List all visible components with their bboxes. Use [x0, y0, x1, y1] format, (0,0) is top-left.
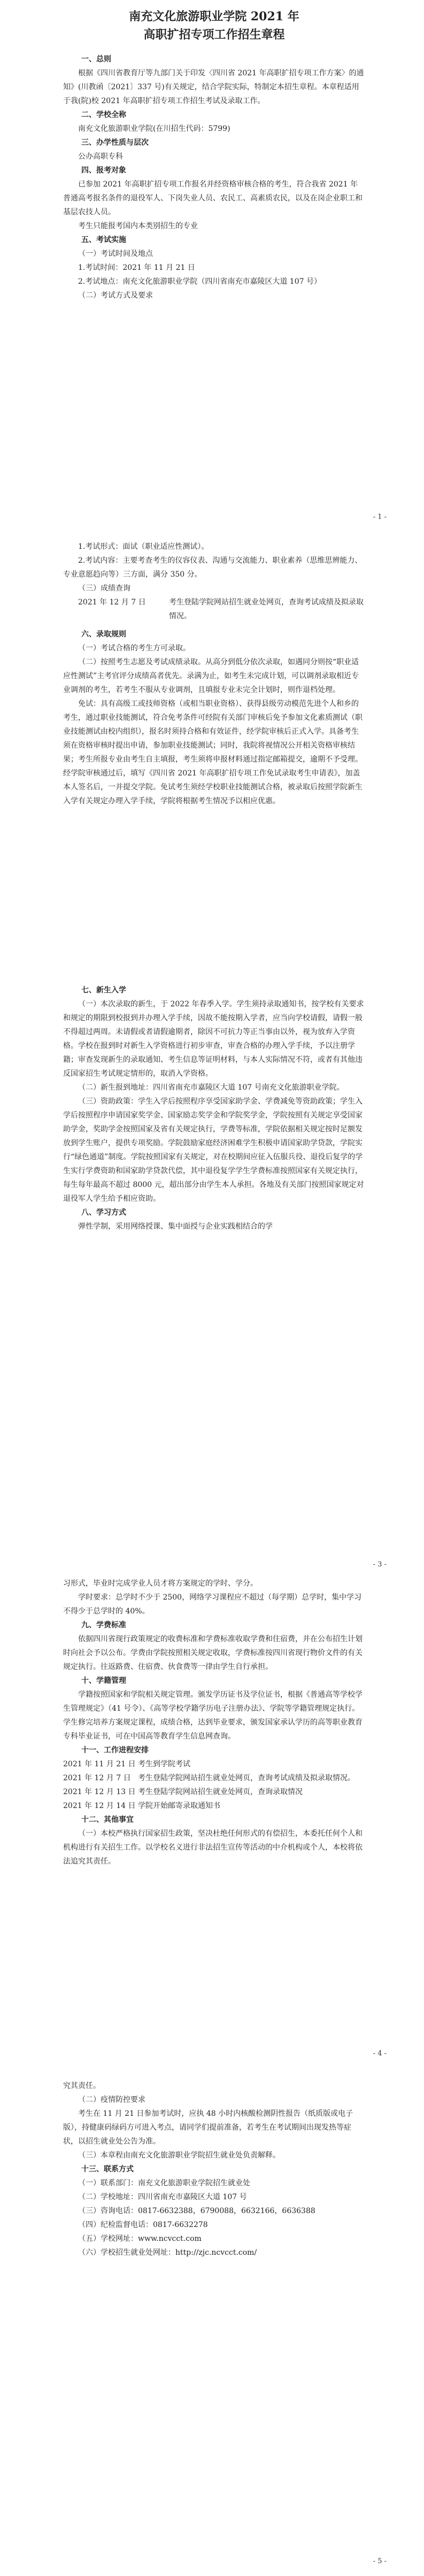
paragraph: （一）本次录取的新生，于 2022 年春季入学。学生须持录取通知书，按学校有关要求和规定的期限到校报到并办理入学手续，因故不能按期入学者，应当向学校请假，请假一般不得超过两周。未请假或者请假逾期者，除因不可抗力等正当事由以外，视为放弃入学资格。学校在报到时对新生入学资格进行初步审查，审查合格的办理入学手续，予以注册学籍；审查发现新生的录取通知、考生信息等证明材料，与本人实际情况不符，或者有其他违反国家招生考试规定情形的，取消入学资格。 — [63, 1000, 364, 1078]
section-heading: 二、学校全称 — [81, 111, 126, 119]
title-line-1: 南充文化旅游职业学院 2021 年 — [129, 10, 299, 24]
paragraph: （一）本校严格执行国家招生政策，坚决杜绝任何形式的有偿招生，本委托任何个人和机构进行有关招生工作。以学校名义进行非法招生宣传等活动的中介机构或个人，本校将依法追究其责任。 — [63, 1829, 363, 1866]
schedule-list — [63, 1757, 365, 1813]
paragraph: 考生在 11 月 21 日参加考试时，应执 48 小时内核酸检测阴性报告（纸质版或电子版），持健康码绿码方可进入考点，请同学们提前准备，若考生在考试期间出现发热等症状，以招生就业处公告为准。 — [63, 2109, 353, 2146]
contact-item: （一）联系部门：南充文化旅游职业学院招生就业处 — [78, 2179, 250, 2187]
paragraph: 免试：具有高级工或技师资格（或相当职业资格）、获得县级劳动模范先进个人和乡的考生，通过职业技能测试，符合免考条件可经院有关部门审核后免予参加文化素质测试（职业技能测试由校内组织），报名时须持合格和有效证件，经学院审核后正式入学。具备考生须在资格审核时提出申请，参加职业技能测试；同时，我院将视情况公开相关资格审核结果；考生所报专业由考生自主填报，考生须将申报材料通过指定邮箱提交，逾期不予受理。经学院审核通过后，填写《四川省 2021 年高职扩招专项工作免试录取考生申请表》，加盖本人签名后，一并提交学院。免试考生须经学校职业技能测试合格，被录取后按照学院新生入学有关规定办理入学手续，学院将根据考生情况予以相应优惠。 — [63, 700, 363, 805]
school-website-link[interactable]: （五）学校网址：www.ncvcct.com — [78, 2234, 202, 2243]
section-heading: 六、录取规则 — [81, 630, 126, 639]
page-number: - 4 - — [373, 2050, 387, 2058]
sub-heading: （二）考试方式及要求 — [78, 291, 153, 300]
schedule-row — [63, 1757, 365, 1771]
paragraph: 学籍按照国家和学院相关规定管理。颁发学历证书及学位证书，根据《普通高等学校学生管理规定》（41 号令）、《高等学校学籍学历电子注册办法》、学院等学籍管理规定执行。学生修完培养方案规定课程，成绩合格，达到毕业要求，颁发国家承认学历的高等职业教育专科毕业证书，可在中国高等教育学生信息网查询。 — [63, 1690, 363, 1741]
schedule-date: 2021 年 11 月 21 日 — [63, 1760, 136, 1768]
schedule-date: 2021 年 12 月 14 日 — [63, 1802, 136, 1810]
paragraph: 根据《四川省教育厅等九部门关于印发〈四川省 2021 年高职扩招专项工作方案〉的通知》(川教函〔2021〕337 号)有关规定，结合学院实际，特制定本招生章程。本章程适用于我(院)校 2021 年高职扩招专项工作招生考试及录取工作。 — [63, 69, 364, 105]
paragraph: （三）资助政策：学生入学后按照程序享受国家助学金、学费减免等资助政策；学生入学后按照程序申请国家奖学金、国家励志奖学金和学院奖学金，学院按照有关规定享受国家助学金，奖助学金按照国家及省有关规定执行，学费等标准，学院依据相关规定按时足额发放到学生账户，提供专项奖励。学院鼓励家庭经济困难学生积极申请国家助学贷款，学院实行“绿色通道”制度。学院按照国家有关规定，对在校期间应征入伍服兵役、退役后复学的学生实行学费资助和国家助学贷款代偿，其中退役复学学生学费标准按照国家有关规定执行，每生每年最高不超过 8000 元，超出部分由学生本人承担。各地及有关部门按照国家规定对退役军人学生给予相应资助。 — [63, 1097, 364, 1203]
paragraph: 考生只能报考国内本类别招生的专业 — [78, 222, 198, 230]
admissions-website-link[interactable]: （六）学校招生就业处网址：http://zjc.ncvcct.com/ — [78, 2248, 257, 2257]
paragraph: 2.考试内容：主要考查考生的仪容仪表、沟通与交流能力、职业素养（思维思辨能力、专业意愿趋向等）三方面，满分 350 分。 — [63, 556, 363, 579]
page-number: - 1 - — [373, 513, 387, 521]
sub-heading: （一）考试时间及地点 — [78, 250, 153, 258]
schedule-text: 考生登陆学院网站招生就业处网页，查询考试成绩及拟录取情况。 — [138, 1774, 355, 1782]
score-query-date: 2021 年 12 月 7 日 — [78, 598, 146, 607]
schedule-row — [63, 1799, 365, 1813]
paragraph: 1.考试时间：2021 年 11 月 21 日 — [78, 263, 195, 272]
section-heading: 四、报考对象 — [81, 166, 126, 175]
title-line-2: 高职扩招专项工作招生章程 — [143, 28, 285, 42]
schedule-date: 2021 年 12 月 7 日 — [63, 1774, 131, 1782]
page-4 — [0, 1561, 424, 2074]
section-heading: 十、学籍管理 — [81, 1677, 126, 1685]
paragraph: 2.考试地点：南充文化旅游职业学院（四川省南充市嘉陵区大道 107 号） — [78, 277, 321, 286]
score-query-row — [63, 595, 365, 623]
paragraph: 弹性学制，采用网络授课、集中面授与企业实践相结合的学 — [78, 1222, 273, 1231]
schedule-text: 学院开始邮寄录取通知书 — [138, 1802, 220, 1810]
paragraph: 究其责任。 — [63, 2082, 101, 2090]
document-title — [63, 7, 365, 44]
paragraph: 学时要求：总学时不少于 2500，网络学习课程应不超过（每学期）总学时，集中学习不得少于总学时的 40%。 — [63, 1593, 362, 1616]
section-heading: 十二、其他事宜 — [81, 1815, 134, 1824]
paragraph: 南充文化旅游职业学院(在川招生代码：5799) — [78, 125, 230, 133]
section-heading: 一、总则 — [81, 55, 111, 64]
score-query-text: 考生登陆学院网站招生就业处网页，查询考试成绩及拟录取情况。 — [169, 598, 364, 620]
contact-list — [63, 2176, 365, 2260]
section-heading: 五、考试实施 — [81, 236, 126, 244]
contact-item: （二）学校地址：四川省南充市嘉陵区大道 107 号 — [78, 2193, 247, 2201]
paragraph: （二）新生报到地址：四川省南充市嘉陵区大道 107 号南充文化旅游职业学院。 — [78, 1083, 344, 1092]
schedule-text: 考生到学院考试 — [138, 1760, 190, 1768]
schedule-text: 考生登陆学院网站招生就业处网页，查询录取情况 — [138, 1788, 303, 1796]
section-heading: 十三、联系方式 — [81, 2165, 134, 2174]
paragraph: （一）考试合格的考生方可录取。 — [78, 644, 190, 653]
contact-item: （三）咨询电话：0817-6632388，6790088，6632166，6636388 — [78, 2207, 315, 2215]
paragraph: 1.考试形式：面试（职业适应性测试）。 — [78, 542, 209, 551]
paragraph: 已参加 2021 年高职扩招专项工作报名并经资格审核合格的考生，符合我省 2021 年普通高考报名条件的退役军人、下岗失业人员、农民工、高素质农民，以及在岗企业职工和基层农技人员。 — [63, 180, 363, 216]
contact-item: （四）纪检监督电话：0817-6632278 — [78, 2221, 208, 2229]
paragraph: （三）本章程由南充文化旅游职业学院招生就业处负责解释。 — [78, 2151, 280, 2160]
section-heading: 九、学费标准 — [81, 1621, 126, 1630]
schedule-row — [63, 1771, 365, 1785]
page-number: - 3 - — [373, 1561, 387, 1569]
page-1 — [0, 0, 424, 534]
paragraph: 依据四川省现行政策规定的收费标准和学费标准收取学费和住宿费，并在公布招生计划时向社会予以公布。学费由学院按照相关规定收取，学费标准按四川省现行物价文件的有关规定执行。往返路费、住宿费、伙食费等一律由学生自行承担。 — [63, 1635, 363, 1671]
section-heading: 八、学习方式 — [81, 1208, 126, 1217]
page-number: - 5 - — [373, 2557, 387, 2565]
schedule-date: 2021 年 12 月 13 日 — [63, 1788, 136, 1796]
sub-heading: （三）成绩查询 — [78, 584, 130, 593]
page-3 — [0, 986, 424, 1569]
page-5 — [0, 2074, 424, 2576]
paragraph: 公办高职专科 — [78, 152, 123, 161]
section-heading: 十一、工作进程安排 — [81, 1746, 149, 1755]
sub-heading: （二）疫情防控要求 — [78, 2096, 145, 2104]
section-heading: 七、新生入学 — [81, 986, 126, 995]
schedule-row — [63, 1785, 365, 1799]
page-2 — [0, 534, 424, 1048]
section-heading: 三、办学性质与层次 — [81, 138, 149, 147]
paragraph: 习形式，毕业时完成学业人员才将方案规定的学时、学分。 — [63, 1579, 258, 1588]
paragraph: （二）按照考生志愿及考试成绩录取。从高分到低分依次录取，如遇同分则按“职业适应性测试”主考官评分成绩高者优先。录满为止，如考生未完成计划，可以调剂录取相近专业调剂的考生，若考生不服从专业调剂，且填报专业未完全计划时，则作退档处理。 — [63, 658, 359, 694]
